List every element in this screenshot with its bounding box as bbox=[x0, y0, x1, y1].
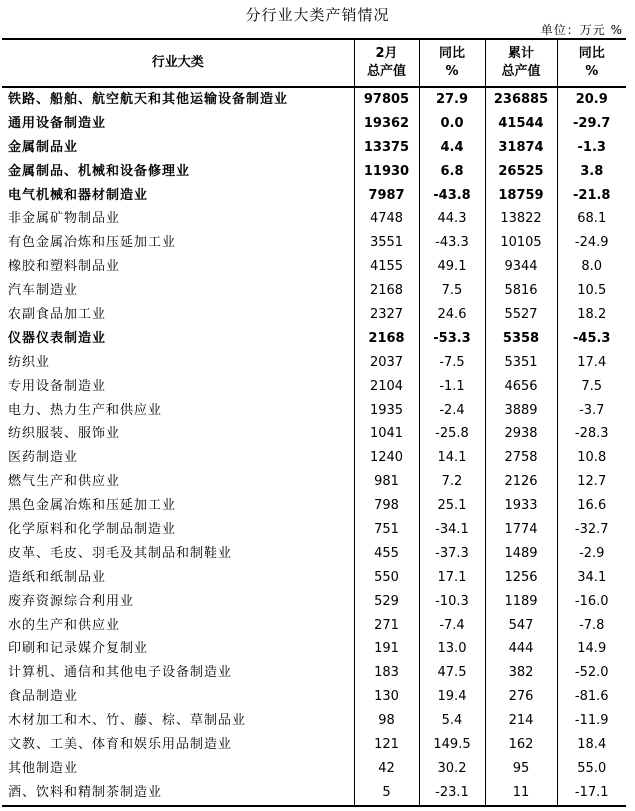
feb-yoy-cell: 6.8 bbox=[419, 160, 485, 184]
industry-name-cell: 燃气生产和供应业 bbox=[8, 474, 121, 490]
header-cum-output-line2: 总产值 bbox=[501, 64, 541, 79]
feb-yoy-cell: 0.0 bbox=[419, 112, 485, 136]
cum-yoy-cell: -11.9 bbox=[557, 709, 626, 733]
table-header-row bbox=[2, 39, 626, 87]
table-row bbox=[2, 351, 626, 375]
table-row bbox=[2, 136, 626, 160]
table-row bbox=[2, 566, 626, 590]
industry-name-cell: 酒、饮料和精制茶制造业 bbox=[2, 781, 354, 806]
header-cum-output-line1: 累计 bbox=[507, 46, 534, 61]
industry-name-cell: 电气机械和器材制造业 bbox=[8, 187, 149, 203]
feb-output-cell: 271 bbox=[354, 614, 419, 638]
cum-output-cell: 5358 bbox=[485, 327, 557, 351]
feb-output-cell: 2327 bbox=[354, 303, 419, 327]
feb-yoy-cell: -7.5 bbox=[419, 351, 485, 375]
feb-output-cell: 183 bbox=[354, 661, 419, 685]
industry-name-cell: 电力、热力生产和供应业 bbox=[8, 402, 163, 418]
cum-output-cell: 18759 bbox=[485, 184, 557, 208]
cum-output-cell: 26525 bbox=[485, 160, 557, 184]
table-row bbox=[2, 470, 626, 494]
feb-yoy-cell: 17.1 bbox=[419, 566, 485, 590]
table-row bbox=[2, 590, 626, 614]
cum-yoy-cell: 20.9 bbox=[557, 87, 626, 112]
feb-output-cell: 3551 bbox=[354, 231, 419, 255]
feb-output-cell: 98 bbox=[354, 709, 419, 733]
table-row bbox=[2, 494, 626, 518]
industry-name-cell: 纺织业 bbox=[8, 354, 51, 370]
industry-name-cell: 医药制造业 bbox=[8, 450, 79, 466]
industry-name-cell: 水的生产和供应业 bbox=[8, 617, 121, 633]
table-row bbox=[2, 279, 626, 303]
feb-yoy-cell: 149.5 bbox=[419, 733, 485, 757]
cum-yoy-cell: -16.0 bbox=[557, 590, 626, 614]
cum-output-cell: 3889 bbox=[485, 399, 557, 423]
cum-yoy-cell: -29.7 bbox=[557, 112, 626, 136]
industry-name-cell: 农副食品加工业 bbox=[8, 306, 107, 322]
feb-output-cell: 11930 bbox=[354, 160, 419, 184]
cum-output-cell: 1933 bbox=[485, 494, 557, 518]
table-row bbox=[2, 446, 626, 470]
feb-yoy-cell: 19.4 bbox=[419, 685, 485, 709]
cum-yoy-cell: -2.9 bbox=[557, 542, 626, 566]
feb-output-cell: 2104 bbox=[354, 375, 419, 399]
cum-output-cell: 1489 bbox=[485, 542, 557, 566]
industry-name-cell: 非金属矿物制品业 bbox=[8, 211, 121, 227]
feb-output-cell: 2037 bbox=[354, 351, 419, 375]
table-row bbox=[2, 87, 626, 112]
header-feb-output-line1: 2月 bbox=[375, 46, 398, 61]
cum-yoy-cell: 34.1 bbox=[557, 566, 626, 590]
industry-name-cell: 金属制品业 bbox=[8, 139, 79, 155]
cum-output-cell: 214 bbox=[485, 709, 557, 733]
feb-yoy-cell: 47.5 bbox=[419, 661, 485, 685]
cum-output-cell: 2938 bbox=[485, 422, 557, 446]
cum-output-cell: 95 bbox=[485, 757, 557, 781]
industry-name-cell: 橡胶和塑料制品业 bbox=[8, 259, 121, 275]
feb-output-cell: 981 bbox=[354, 470, 419, 494]
industry-name-cell: 铁路、船舶、航空航天和其他运输设备制造业 bbox=[8, 91, 289, 107]
industry-name-cell: 黑色金属冶炼和压延加工业 bbox=[8, 498, 177, 514]
feb-output-cell: 1041 bbox=[354, 422, 419, 446]
cum-output-cell: 5351 bbox=[485, 351, 557, 375]
table-row bbox=[2, 303, 626, 327]
cum-yoy-cell: 3.8 bbox=[557, 160, 626, 184]
cum-output-cell: 13822 bbox=[485, 207, 557, 231]
industry-name-cell: 通用设备制造业 bbox=[8, 115, 107, 131]
industry-name-cell: 金属制品、机械和设备修理业 bbox=[8, 163, 191, 179]
cum-output-cell: 4656 bbox=[485, 375, 557, 399]
industry-name-cell: 专用设备制造业 bbox=[8, 378, 107, 394]
header-cum-yoy bbox=[557, 39, 626, 87]
feb-yoy-cell: 4.4 bbox=[419, 136, 485, 160]
feb-yoy-cell: -43.8 bbox=[419, 184, 485, 208]
header-cum-yoy-line2: % bbox=[585, 64, 599, 79]
feb-output-cell: 130 bbox=[354, 685, 419, 709]
cum-yoy-cell: -32.7 bbox=[557, 518, 626, 542]
feb-output-cell: 4748 bbox=[354, 207, 419, 231]
feb-output-cell: 7987 bbox=[354, 184, 419, 208]
feb-output-cell: 97805 bbox=[354, 87, 419, 112]
cum-output-cell: 1774 bbox=[485, 518, 557, 542]
cum-yoy-cell: -3.7 bbox=[557, 399, 626, 423]
table-row bbox=[2, 231, 626, 255]
cum-output-cell: 162 bbox=[485, 733, 557, 757]
feb-output-cell: 121 bbox=[354, 733, 419, 757]
industry-name-cell: 造纸和纸制品业 bbox=[8, 569, 107, 585]
header-feb-yoy-line1: 同比 bbox=[438, 46, 465, 61]
feb-output-cell: 2168 bbox=[354, 327, 419, 351]
cum-output-cell: 5816 bbox=[485, 279, 557, 303]
cum-yoy-cell: -17.1 bbox=[557, 781, 626, 806]
industry-name-cell: 仪器仪表制造业 bbox=[8, 330, 107, 346]
table-row bbox=[2, 518, 626, 542]
header-feb-output-line2: 总产值 bbox=[366, 64, 406, 79]
feb-yoy-cell: 25.1 bbox=[419, 494, 485, 518]
feb-output-cell: 550 bbox=[354, 566, 419, 590]
table-row bbox=[2, 637, 626, 661]
cum-output-cell: 11 bbox=[485, 781, 557, 806]
header-industry: 行业大类 bbox=[2, 39, 354, 87]
feb-yoy-cell: 27.9 bbox=[419, 87, 485, 112]
cum-yoy-cell: 17.4 bbox=[557, 351, 626, 375]
table-row bbox=[2, 255, 626, 279]
cum-output-cell: 1189 bbox=[485, 590, 557, 614]
cum-output-cell: 41544 bbox=[485, 112, 557, 136]
table-row bbox=[2, 207, 626, 231]
table-row bbox=[2, 661, 626, 685]
cum-output-cell: 276 bbox=[485, 685, 557, 709]
table-row bbox=[2, 160, 626, 184]
cum-yoy-cell: 55.0 bbox=[557, 757, 626, 781]
cum-yoy-cell: 10.8 bbox=[557, 446, 626, 470]
industry-name-cell: 汽车制造业 bbox=[8, 283, 79, 299]
feb-yoy-cell: -53.3 bbox=[419, 327, 485, 351]
cum-output-cell: 5527 bbox=[485, 303, 557, 327]
header-feb-yoy bbox=[419, 39, 485, 87]
feb-yoy-cell: 13.0 bbox=[419, 637, 485, 661]
cum-output-cell: 444 bbox=[485, 637, 557, 661]
header-feb-yoy-line2: % bbox=[445, 64, 459, 79]
cum-yoy-cell: -28.3 bbox=[557, 422, 626, 446]
cum-yoy-cell: 10.5 bbox=[557, 279, 626, 303]
feb-yoy-cell: 5.4 bbox=[419, 709, 485, 733]
feb-yoy-cell: -34.1 bbox=[419, 518, 485, 542]
industry-name-cell: 木材加工和木、竹、藤、棕、草制品业 bbox=[8, 713, 247, 729]
feb-yoy-cell: 7.2 bbox=[419, 470, 485, 494]
cum-output-cell: 9344 bbox=[485, 255, 557, 279]
cum-yoy-cell: -45.3 bbox=[557, 327, 626, 351]
feb-yoy-cell: -2.4 bbox=[419, 399, 485, 423]
feb-yoy-cell: -37.3 bbox=[419, 542, 485, 566]
cum-yoy-cell: -81.6 bbox=[557, 685, 626, 709]
table-row bbox=[2, 112, 626, 136]
industry-name-cell: 计算机、通信和其他电子设备制造业 bbox=[8, 665, 233, 681]
feb-output-cell: 1240 bbox=[354, 446, 419, 470]
cum-yoy-cell: 8.0 bbox=[557, 255, 626, 279]
industry-name-cell: 文教、工美、体育和娱乐用品制造业 bbox=[8, 736, 233, 752]
unit-label: 单位：万元 % bbox=[540, 23, 623, 37]
table-row bbox=[2, 733, 626, 757]
feb-yoy-cell: 7.5 bbox=[419, 279, 485, 303]
feb-output-cell: 1935 bbox=[354, 399, 419, 423]
table-row bbox=[2, 375, 626, 399]
industry-name-cell: 食品制造业 bbox=[8, 689, 79, 705]
header-cum-yoy-line1: 同比 bbox=[578, 46, 605, 61]
feb-output-cell: 5 bbox=[354, 781, 419, 806]
feb-output-cell: 19362 bbox=[354, 112, 419, 136]
table-row bbox=[2, 757, 626, 781]
cum-yoy-cell: -7.8 bbox=[557, 614, 626, 638]
cum-yoy-cell: -24.9 bbox=[557, 231, 626, 255]
table-body bbox=[2, 87, 626, 806]
feb-yoy-cell: 30.2 bbox=[419, 757, 485, 781]
table-row bbox=[2, 327, 626, 351]
feb-output-cell: 4155 bbox=[354, 255, 419, 279]
feb-yoy-cell: -7.4 bbox=[419, 614, 485, 638]
industry-name-cell: 化学原料和化学制品制造业 bbox=[8, 521, 177, 537]
cum-output-cell: 236885 bbox=[485, 87, 557, 112]
industry-name-cell: 纺织服装、服饰业 bbox=[8, 426, 121, 442]
feb-output-cell: 529 bbox=[354, 590, 419, 614]
feb-output-cell: 13375 bbox=[354, 136, 419, 160]
table-row bbox=[2, 184, 626, 208]
cum-yoy-cell: 16.6 bbox=[557, 494, 626, 518]
feb-yoy-cell: -1.1 bbox=[419, 375, 485, 399]
feb-output-cell: 455 bbox=[354, 542, 419, 566]
industry-name-cell: 印刷和记录媒介复制业 bbox=[8, 641, 149, 657]
table-row bbox=[2, 781, 626, 806]
cum-output-cell: 382 bbox=[485, 661, 557, 685]
feb-yoy-cell: 24.6 bbox=[419, 303, 485, 327]
cum-yoy-cell: -52.0 bbox=[557, 661, 626, 685]
cum-yoy-cell: 18.2 bbox=[557, 303, 626, 327]
feb-yoy-cell: 14.1 bbox=[419, 446, 485, 470]
cum-yoy-cell: 68.1 bbox=[557, 207, 626, 231]
feb-output-cell: 191 bbox=[354, 637, 419, 661]
industry-name-cell: 皮革、毛皮、羽毛及其制品和制鞋业 bbox=[8, 545, 233, 561]
feb-output-cell: 751 bbox=[354, 518, 419, 542]
header-cum-output bbox=[485, 39, 557, 87]
feb-yoy-cell: -43.3 bbox=[419, 231, 485, 255]
table-row bbox=[2, 614, 626, 638]
page-title: 分行业大类产销情况 bbox=[245, 6, 390, 24]
table-row bbox=[2, 709, 626, 733]
feb-output-cell: 42 bbox=[354, 757, 419, 781]
table-row bbox=[2, 685, 626, 709]
feb-yoy-cell: 49.1 bbox=[419, 255, 485, 279]
cum-output-cell: 31874 bbox=[485, 136, 557, 160]
feb-yoy-cell: -23.1 bbox=[419, 781, 485, 806]
cum-output-cell: 10105 bbox=[485, 231, 557, 255]
table-row bbox=[2, 399, 626, 423]
feb-output-cell: 2168 bbox=[354, 279, 419, 303]
cum-output-cell: 2126 bbox=[485, 470, 557, 494]
table-row bbox=[2, 542, 626, 566]
header-feb-output bbox=[354, 39, 419, 87]
cum-output-cell: 2758 bbox=[485, 446, 557, 470]
feb-yoy-cell: 44.3 bbox=[419, 207, 485, 231]
cum-yoy-cell: 14.9 bbox=[557, 637, 626, 661]
industry-name-cell: 废弃资源综合利用业 bbox=[8, 593, 135, 609]
cum-yoy-cell: 7.5 bbox=[557, 375, 626, 399]
cum-output-cell: 547 bbox=[485, 614, 557, 638]
cum-yoy-cell: -1.3 bbox=[557, 136, 626, 160]
cum-yoy-cell: -21.8 bbox=[557, 184, 626, 208]
feb-yoy-cell: -25.8 bbox=[419, 422, 485, 446]
feb-output-cell: 798 bbox=[354, 494, 419, 518]
industry-name-cell: 有色金属冶炼和压延加工业 bbox=[8, 235, 177, 251]
cum-yoy-cell: 18.4 bbox=[557, 733, 626, 757]
industry-output-table bbox=[2, 38, 626, 807]
table-row bbox=[2, 422, 626, 446]
cum-yoy-cell: 12.7 bbox=[557, 470, 626, 494]
industry-name-cell: 其他制造业 bbox=[8, 760, 79, 776]
feb-yoy-cell: -10.3 bbox=[419, 590, 485, 614]
cum-output-cell: 1256 bbox=[485, 566, 557, 590]
